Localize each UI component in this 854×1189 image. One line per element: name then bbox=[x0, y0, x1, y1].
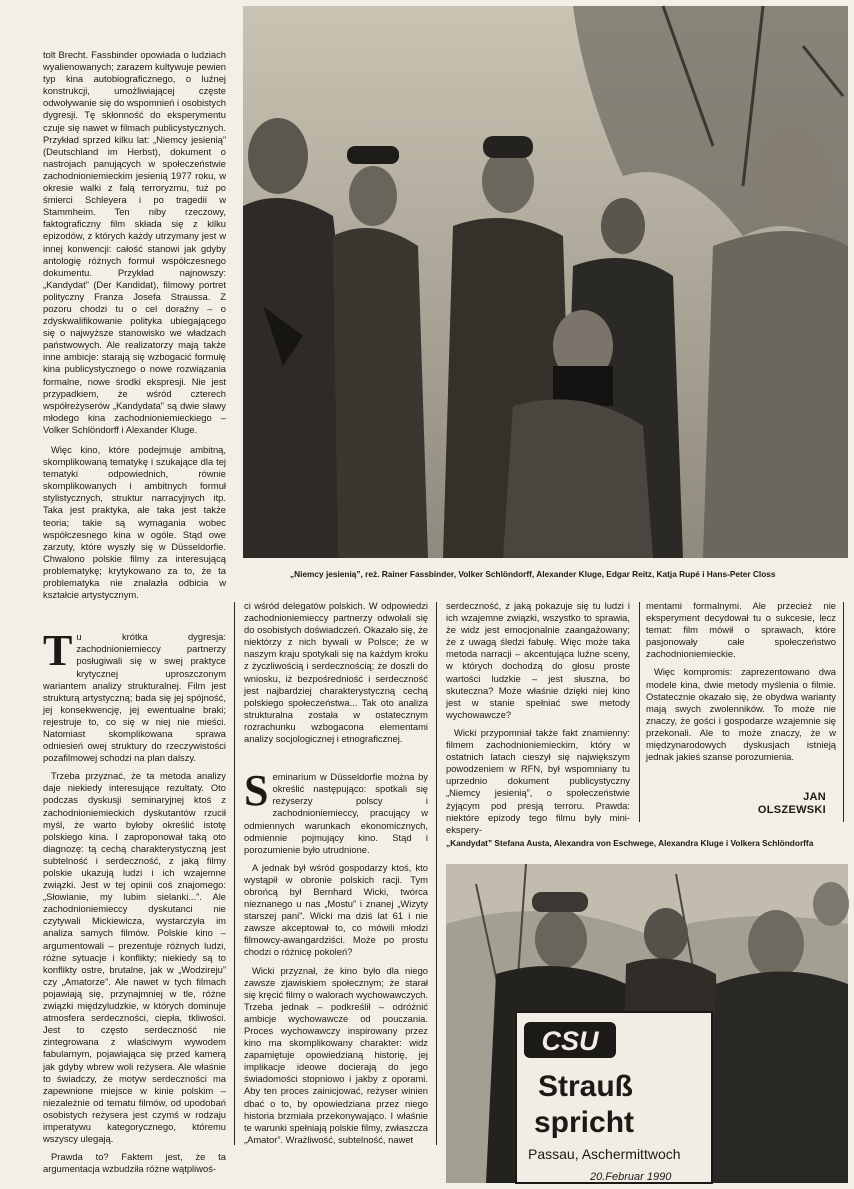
photo-film-crew-image bbox=[243, 6, 848, 558]
poster-date: 20.Februar 1990 bbox=[590, 1171, 672, 1183]
column-1 bbox=[43, 49, 226, 1175]
column-2 bbox=[244, 600, 428, 1145]
col3-paragraph-2: Wicki przypomniał także fakt znamienny: filmem zachodnioniemieckim, który w ostatnich latach cieszył się największym powodzeniem w RFN, był wspomniany tu uprzednio dokument publicystyczny „Niemcy jesienią”, o społeczeństwie żyjącym pod presją terroru. Prawda: niektóre epizody tego filmu były mini-ekspery- bbox=[446, 726, 630, 835]
column-rule-2 bbox=[436, 602, 437, 1145]
col2-paragraph-4: Wicki przyznał, że kino było dla niego zawsze zjawiskiem społecznym; że starał się kręcić filmy o walorach wychowawczych. Trzeba jednak – podkreślił – odróżnić ambicje wychowawcze od pouczania. Proces wychowawczy inspirowany przez kino ma skomplikowany charakter: widz zapamiętuje opowiedzianą historię, jej implikacje ideowe docierają do jego świadomości stopniowo i jakby z oporami. Aby ten proces zainicjować, reżyser winien dbać o to, by opowiedziana przez niego historia brzmiała przekonywająco. I właśnie te warunki spełniają polskie filmy, zwłaszcza „Amator”. Wrażliwość, subtelność, nawet bbox=[244, 964, 428, 1145]
dropcap-s: S bbox=[244, 766, 269, 816]
column-4 bbox=[646, 600, 836, 763]
column-rule-1 bbox=[234, 602, 235, 1145]
caption-bottom: „Kandydat” Stefana Austa, Alexandra von Eschwege, Alexandra Kluge i Volkera Schlöndorffa bbox=[446, 838, 814, 848]
poster-line-3: Passau, Aschermittwoch bbox=[528, 1146, 681, 1162]
col1-paragraph-1: tolt Brecht. Fassbinder opowiada o ludziach wyalienowanych; zarazem kultywuje pewien typ kina autobiograficznego, o luźnej konstrukcji, umożliwiającej częste odwoływanie się do wspomnień i osobistych dygresji. Tę skłonność do eksperymentu czuje się nawet w filmach publicystycznych. Przykład sprzed kilku lat: „Niemcy jesienią” (Deutschland im Herbst), dokument o nastrojach panujących w społeczeństwie zachodnioniemieckim jesienią 1977 roku, w okresie walki z falą terroryzmu, tuż po śmierci Schleyera i po tragedii w Stammheim. Ten niby rzeczowy, faktograficzny film składa się z kilku epizodów, z których każdy utrzymany jest w innej konwencji: całość stanowi jak gdyby antologię różnych formuł współczesnego dokumentu. Przykład najnowszy: „Kandydat” (Der Kandidat), filmowy portret polityczny Franza Josefa Straussa. Z pozoru chodzi tu o cel doraźny – o zdyskwalifikowanie polityka ubiegającego się o najwyższe stanowisko we władzach państwowych. Ale realizatorzy mają także inne ambicje: starają się wzbogacić formułę kina publicystycznego o nowe rozwiązania formalne, nowe środki ekspresji. Nie jest przypadkiem, że wśród czterech współreżyserów „Kandydata” są dwie sławy młodego kina zachodnioniemieckiego – Volker Schlöndorff i Alexander Kluge. bbox=[43, 49, 226, 435]
col1-paragraph-3-text: u krótka dygresja: zachodnioniemieccy partnerzy posługiwali się w swej praktyce krytycznej uproszczonym wariantem analizy strukturalnej. Film jest strukturą artystyczną; bada się jej spójność, jej konsekwencję, jej ewentualne braki; rejestruje to, co się w niej nie mieści. Natomiast skomplikowana sprawa odniesień owej struktury do rzeczywistości pozafilmowej schodzi na plan dalszy. bbox=[43, 631, 226, 764]
col1-paragraph-2: Więc kino, które podejmuje ambitną, skomplikowaną tematykę i szukające dla tej tematyki odpowiednich, równie skomplikowanych i ambitnych formuł stylistycznych, struktur narracyjnych itp. Taka jest praktyka, ale taka jest także teoria; takie są wymagania wobec współczesnego kina w ogóle. Stąd owe zarzuty, które wyszły się w Düsseldorfie. Chwalono polskie filmy za interesującą problematykę; krytykowano za to, że ta problematyka nie znalazła odbicia w kształcie artystycznym. bbox=[43, 444, 226, 601]
dropcap-t: T bbox=[43, 626, 73, 676]
poster-line-1: Strauß bbox=[538, 1070, 634, 1103]
column-rule-3 bbox=[639, 602, 640, 822]
poster-line-2: spricht bbox=[534, 1106, 635, 1139]
col4-paragraph-1: mentami formalnymi. Ale przecież nie eksperyment decydował tu o sukcesie, lecz temat: film mówił o sprawach, które pasjonowały całe społeczeństwo zachodnioniemieckie. bbox=[646, 600, 836, 660]
column-3 bbox=[446, 600, 630, 835]
col2-paragraph-3: A jednak był wśród gospodarzy ktoś, kto wystąpił w obronie polskich racji. Tym obrońcą był Bernhard Wicki, twórca nieznanego u nas „Mostu” i znanej „Wizyty starszej pani”. Wicki ma dziś lat 61 i nie zawsze akceptował to, co mówili młodzi filmowcy-awangardziści. Może po prostu chodzi o różnicę pokoleń? bbox=[244, 861, 428, 958]
photo-niemcy-jesienia bbox=[243, 6, 848, 558]
photo-kandydat bbox=[446, 864, 848, 1183]
col1-paragraph-3 bbox=[43, 626, 226, 764]
col1-paragraph-5: Prawda to? Faktem jest, że ta argumentacja wzbudziła różne wątpliwoś- bbox=[43, 1151, 226, 1175]
col2-paragraph-1: ci wśród delegatów polskich. W odpowiedzi zachodnioniemieccy partnerzy odwołali się do osobistych doświadczeń. Okazało się, że niektórzy z nich bywali w Polsce; że w naszym kraju spotykali się na każdym kroku z życzliwością i serdecznością; że doszli do wniosku, iż bezpośredniość i serdeczność jest najbardziej charakterystyczną cechą polskiego społeczeństwa... Tak oto analiza strukturalna została w ostatecznym rozrachunku wzbogacona elementami analizy socjologicznej i etnograficznej. bbox=[244, 600, 428, 745]
author-first-name: JAN bbox=[803, 791, 826, 803]
poster-logo: CSU bbox=[541, 1026, 599, 1056]
col3-paragraph-1: serdeczność, z jaką pokazuje się tu ludzi i ich wzajemne związki, wszystko to sprawia, że widz jest emocjonalnie zaangażowany; że z uwagą śledzi fabułę. Więc może taka metoda narracji – akcentująca luźne sceny, w których dochodzą do głosu proste wartości ludzkie – jest słuszna, bo skuteczna? Może właśnie dzięki niej kino jest w stanie spełniać swe metody wychowawcze? bbox=[446, 600, 630, 720]
author-signature bbox=[700, 791, 826, 817]
col2-paragraph-2-text: eminarium w Düsseldorfie można by określić następująco: spotkali się reżyserzy polscy i zachodnioniemieccy, pracujący w odmiennych warunkach ekonomicznych, odmiennie pojmujący kino. Stąd i porozumienie było utrudnione. bbox=[244, 771, 428, 855]
caption-top: „Niemcy jesienią”, reż. Rainer Fassbinder, Volker Schlöndorff, Alexander Kluge, Edgar Reitz, Katja Rupé i Hans-Peter Closs bbox=[290, 569, 776, 579]
photo-csu-rally-image bbox=[446, 864, 848, 1183]
col4-paragraph-2: Więc kompromis: zaprezentowano dwa modele kina, dwie metody myślenia o filmie. Ostatecznie okazało się, że obydwa warianty mają swych zwolenników. To może nie znaczy, że gości i gospodarze wzajemnie się przekonali. Ale to może znaczy, że w międzynarodowych dyskusjach istnieją jednak jakieś szanse porozumienia. bbox=[646, 666, 836, 763]
author-last-name: OLSZEWSKI bbox=[757, 804, 826, 816]
col2-paragraph-2 bbox=[244, 766, 428, 856]
col1-paragraph-4: Trzeba przyznać, że ta metoda analizy daje niekiedy interesujące rezultaty. Oto podczas dyskusji seminaryjnej ktoś z zachodnioniemieckich dyskutantów rzucił myśl, że warto byłoby określić istotę polskiego kina. I zaproponował taką oto diagnozę: tą cechą charakterystyczną jest subtelność i serdeczność, z jaką filmy polskie ukazują ludzi i ich wzajemne związki. Jest w tej opinii coś znajomego: „Słowianie, my lubim sielanki...”. Ale zachodnioniemieccy dyskutanci nie czytywali Mickiewicza, wystarczyła im analiza samych filmów. Polskie kino – argumentowali – prezentuje różnych ludzi, różne sytuacje i konflikty; niekiedy są to konflikty ostre, brutalne, jak w „Wodzireju” czy „Amatorze”. Ale nawet w tych filmach pojawiają się, przynajmniej w tle, różne związki międzyludzkie, w których dominuje atmosfera serdeczności, ciepła, tkliwości. Jest to często serdeczność nie zintegrowana z właściwym wywodem fabularnym, pojawiająca się przed kamerą jak gdyby wbrew woli reżysera. Ale właśnie to świadczy, że motyw serdeczności ma zapewnione miejsce w kinie polskim – niezależnie od tematu filmów, od upodobań osobistych reżysera jest czymś w rodzaju imperatywu kategorycznego, któremu wszyscy ulegają. bbox=[43, 770, 226, 1145]
column-rule-4 bbox=[843, 602, 844, 822]
